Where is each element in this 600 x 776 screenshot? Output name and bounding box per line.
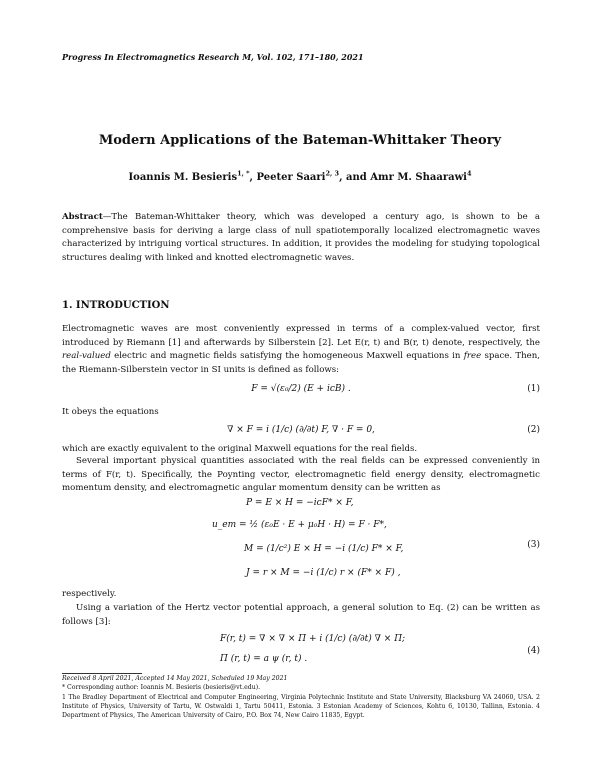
journal-header: Progress In Electromagnetics Research M, Vol. 102, 171–180, 2021	[62, 52, 364, 62]
equation-1	[62, 382, 540, 400]
equation-4-line-2: Π (r, t) = a ψ (r, t) .	[220, 654, 308, 664]
section-heading-introduction: 1. INTRODUCTION	[62, 300, 170, 311]
equation-1-body: F = √(ε₀/2) (E + icB) .	[251, 384, 351, 394]
paragraph-text: electric and magnetic fields satisfying the homogeneous Maxwell equations in	[110, 351, 464, 362]
paragraph-obeys: It obeys the equations	[62, 407, 159, 417]
footnote-divider	[62, 673, 142, 674]
affiliations: 1 The Bradley Department of Electrical and Computer Engineering, Virginia Polytechnic Institute and State University, Blacksburg VA 24060, USA. 2 Institute of Physics, University of Tartu, W. Ostwaldi 1, Tartu 50411, Estonia. 3 Estonian Academy of Sciences, Kohtu 6, 10130, Tallinn, Estonia. 4 Department of Physics, The American University of Cairo, P.O. Box 74, New Cairo 11835, Egypt.	[62, 694, 540, 719]
equation-3-line-2: u_em = ½ (ε₀E · E + μ₀H · H) = F · F*,	[212, 520, 387, 530]
abstract	[62, 211, 540, 265]
author-list	[0, 169, 600, 183]
paragraph-equivalent: which are exactly equivalent to the original Maxwell equations for the real fields.	[62, 444, 418, 454]
equation-1-number: (1)	[527, 384, 540, 394]
paragraph-text: space. Then, the Riemann-Silberstein vector in SI units is defined as follows:	[62, 351, 541, 375]
corresponding-author: * Corresponding author: Ioannis M. Besieris (besieris@vt.edu).	[62, 684, 261, 691]
paragraph-quantities: Several important physical quantities associated with the real fields can be expressed conveniently in terms of F(r, t). Specifically, the Poynting vector, electromagnetic field energy density, electromagnetic momentum density, and electromagnetic angular momentum density can be written as	[62, 456, 540, 494]
paper-title: Modern Applications of the Bateman-Whittaker Theory	[98, 133, 502, 148]
abstract-text: —The Bateman-Whittaker theory, which was developed a century ago, is shown to be a comprehensive basis for deriving a large class of null spatiotemporally localized electromagnetic waves characterized by intriguing vortical structures. In addition, it provides the modeling for studying topological structures dealing with linked and knotted electromagnetic waves.	[62, 212, 540, 263]
equation-2-number: (2)	[527, 425, 540, 435]
equation-4	[62, 632, 540, 668]
emphasis-text: real-valued	[62, 351, 111, 362]
equation-2	[62, 421, 540, 439]
equation-3-number: (3)	[527, 540, 540, 550]
author-3: Amr M. Shaarawi	[370, 172, 467, 183]
author-1-affil: 1, *	[237, 169, 250, 178]
author-3-affil: 4	[466, 169, 472, 178]
abstract-label: Abstract	[62, 212, 103, 222]
author-2-affil: 2, 3	[325, 169, 340, 178]
paragraph-hertz: Using a variation of the Hertz vector potential approach, a general solution to Eq. (2) can be written as follows [3]:	[62, 603, 540, 627]
paragraph-respectively: respectively.	[62, 589, 117, 599]
equation-4-line-1: F(r, t) = ∇ × ∇ × Π + i (1/c) (∂/∂t) ∇ × Π;	[220, 634, 406, 644]
paragraph-text: Electromagnetic waves are most conveniently expressed in terms of a complex-valued vector, first introduced by Riemann [1] and afterwards by Silberstein [2]. Let E(r, t) and B(r, t) denote, respectively, the	[62, 324, 540, 348]
author-1: Ioannis M. Besieris	[128, 172, 238, 183]
paragraph-intro	[62, 323, 540, 377]
equation-3-line-4: J = r × M = −i (1/c) r × (F* × F) ,	[246, 568, 401, 578]
equation-2-body: ∇ × F = i (1/c) (∂/∂t) F, ∇ · F = 0,	[227, 425, 375, 435]
equation-3	[62, 496, 540, 588]
received-dates: Received 8 April 2021, Accepted 14 May 2021, Scheduled 19 May 2021	[62, 675, 288, 682]
equation-3-line-3: M = (1/c²) E × H = −i (1/c) F* × F,	[244, 544, 404, 554]
equation-3-line-1: P = E × H = −icF* × F,	[246, 498, 354, 508]
author-separator: ,	[249, 172, 257, 183]
author-separator: , and	[339, 172, 371, 183]
author-2: Peeter Saari	[256, 172, 326, 183]
equation-4-number: (4)	[527, 646, 540, 656]
emphasis-text: free	[463, 351, 482, 362]
